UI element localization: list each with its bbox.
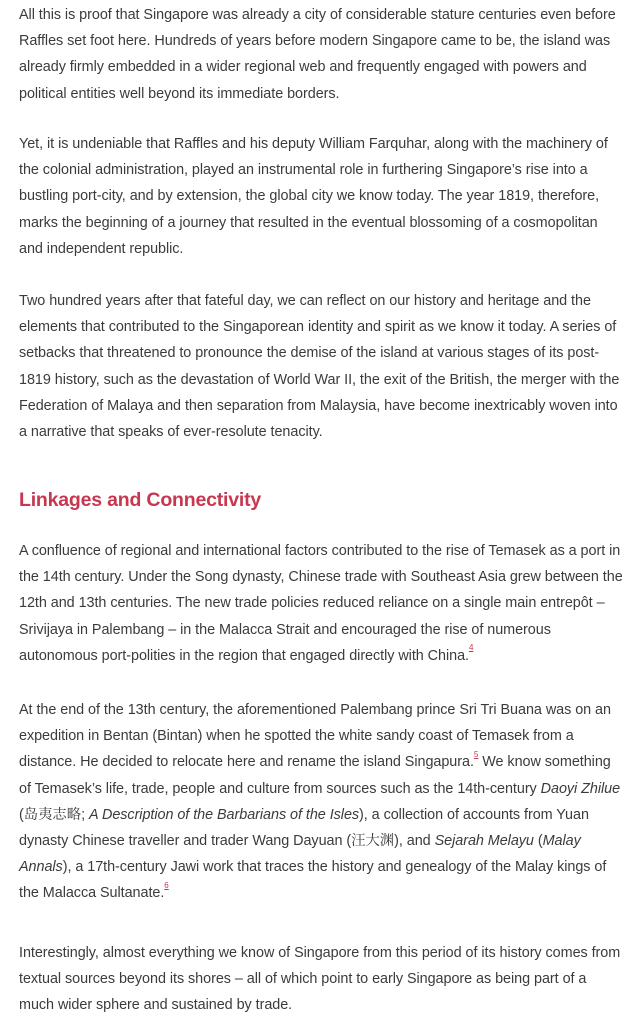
paragraph-text: ( [533, 833, 543, 850]
footnote-ref [164, 881, 168, 890]
footnote-link-5[interactable]: 5 [473, 749, 479, 759]
paragraph-two-hundred-years: Two hundred years after that fateful day, we can reflect on our history and heritage and the elements that contributed to the Singaporean identity and spirit as we know it today. A series of setbacks that threatened to pronounce the demise of the island at various stages of its post-1819 history, such as the devastation of World War II, the exit of the British, the merger with the Federation of Malaya and then separation from Malaysia, have become inextricably woven into a narrative that speaks of ever-resolute tenacity. [19, 293, 620, 441]
source-title-description-barbarians: A Description of the Barbarians of the Isles [89, 806, 360, 823]
paragraph-confluence-of-factors [19, 538, 625, 669]
footnote-ref [474, 750, 478, 759]
section-heading-linkages: Linkages and Connectivity [19, 489, 262, 511]
footnote-link-4[interactable]: 4 [468, 643, 474, 653]
source-title-malay-annals: Malay Annals [19, 833, 581, 876]
paragraph-sri-tri-buana [19, 697, 625, 907]
paragraph-proof-of-stature: All this is proof that Singapore was already a city of considerable stature centuries even before Raffles set foot here. Hundreds of years before modern Singapore came to be, the island was already firmly embedded in a wider regional web and frequently engaged with powers and political entities well beyond its immediate borders. [19, 7, 616, 102]
source-title-sejarah-melayu: Sejarah Melayu [434, 833, 534, 850]
paragraph-text: A confluence of regional and international factors contributed to the rise of Temasek as a port in the 14th century. Under the Song dynasty, Chinese trade with Southeast Asia grew between the 12th and 13th centuries. The new trade policies reduced reliance on a single main entrepôt – Srivijaya in Palembang – in the Malacca Strait and encouraged the rise of numerous autonomous port-polities in the region that engaged directly with China. [19, 543, 623, 664]
footnote-link-6[interactable]: 6 [164, 880, 169, 890]
source-title-daoyi-zhilue: Daoyi Zhilue [540, 780, 621, 797]
paragraph-text: We know something of Temasek’s life, trade, people and culture from sources such as the 14th-century [19, 754, 611, 797]
paragraph-raffles-role: Yet, it is undeniable that Raffles and his deputy William Farquhar, along with the machinery of the colonial administration, played an instrumental role in furthering Singapore’s rise into a bustling port-city, and by extension, the global city we know today. The year 1819, therefore, marks the beginning of a journey that resulted in the eventual blossoming of a cosmopolitan and independent republic. [19, 136, 608, 257]
paragraph-text: (岛夷志略; [19, 806, 90, 823]
paragraph-text: ), a 17th-century Jawi work that traces the history and genealogy of the Malay kings of the Malacca Sultanate. [19, 859, 607, 902]
paragraph-text: ), a collection of accounts from Yuan dynasty Chinese traveller and trader Wang Dayuan (汪大渊), and [19, 806, 589, 850]
paragraph-text: At the end of the 13th century, the aforementioned Palembang prince Sri Tri Buana was on an expedition in Bentan (Bintan) when he spotted the white sandy coast of Temasek from a distance. He decided to relocate here and rename the island Singapura. [19, 702, 611, 771]
footnote-ref [469, 643, 473, 652]
paragraph-textual-sources: Interestingly, almost everything we know of Singapore from this period of its history comes from textual sources beyond its shores – all of which point to early Singapore as being part of a much wider sphere and sustained by trade. [19, 945, 621, 1014]
